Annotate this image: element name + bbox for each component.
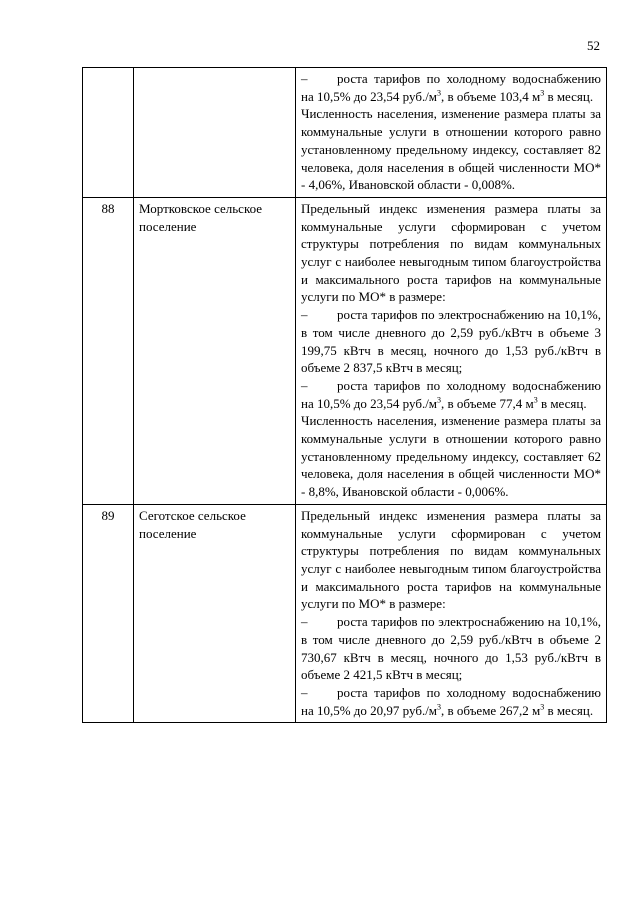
paragraph-text: роста тарифов по электроснабжению на 10,1%, в том числе дневного до 2,59 руб./кВтч в объеме 3 199,75 кВтч в месяц, ночного до 1,53 руб./кВтч в объеме 2 837,5 кВтч в месяц; [301,307,601,376]
paragraph: Численность населения, изменение размера платы за коммунальные услуги в отношении которого равно установленному предельному индексу, составляет 82 человека, доля населения в общей численности МО* - 4,06%, Ивановской области - 0,008%. [301,106,601,193]
bullet-paragraph [301,684,601,719]
dash-bullet-icon: – [301,307,308,323]
paragraph-text: роста тарифов по холодному водоснабжению на 10,5% до 23,54 $руб./м^3$, в объеме 77,4 $м^3$ в месяц. [301,377,601,411]
bullet-paragraph [301,70,601,105]
page-number: 52 [587,38,600,53]
row-description [296,68,607,198]
row-description [296,197,607,504]
municipality-name [134,68,296,198]
row-number [83,68,134,198]
bullet-paragraph [301,613,601,684]
dash-bullet-icon: – [301,614,308,630]
paragraph: Предельный индекс изменения размера платы за коммунальные услуги сформирован с учетом структуры потребления по видам коммунальных услуг с наиболее невыгодным типом благоустройства и максимального роста тарифов на коммунальные услуги по МО* в размере: [301,200,601,305]
dash-bullet-icon: – [301,377,308,393]
table-row [83,197,607,504]
paragraph-text: роста тарифов по электроснабжению на 10,1%, в том числе дневного до 2,59 руб./кВтч в объеме 2 730,67 кВтч в месяц, ночного до 1,53 руб./кВтч в объеме 2 421,5 кВтч в месяц; [301,614,601,683]
row-number: 88 [83,197,134,504]
tariff-table [82,67,607,723]
bullet-paragraph [301,377,601,412]
row-description [296,504,607,722]
table-row [83,68,607,198]
table-body [83,68,607,723]
dash-bullet-icon: – [301,684,308,700]
paragraph-text: роста тарифов по холодному водоснабжению на 10,5% до 20,97 $руб./м^3$, в объеме 267,2 $м^3$ в месяц. [301,684,601,718]
municipality-name: Сеготское сельское поселение [134,504,296,722]
municipality-name: Мортковское сельское поселение [134,197,296,504]
row-number: 89 [83,504,134,722]
paragraph: Предельный индекс изменения размера платы за коммунальные услуги сформирован с учетом структуры потребления по видам коммунальных услуг с наиболее невыгодным типом благоустройства и максимального роста тарифов на коммунальные услуги по МО* в размере: [301,507,601,612]
bullet-paragraph [301,306,601,377]
table-row [83,504,607,722]
paragraph: Численность населения, изменение размера платы за коммунальные услуги в отношении которого равно установленному предельному индексу, составляет 62 человека, доля населения в общей численности МО* - 8,8%, Ивановской области - 0,006%. [301,413,601,500]
paragraph-text: роста тарифов по холодному водоснабжению на 10,5% до 23,54 $руб./м^3$, в объеме 103,4 $м^3$ в месяц. [301,71,601,104]
dash-bullet-icon: – [301,71,308,86]
